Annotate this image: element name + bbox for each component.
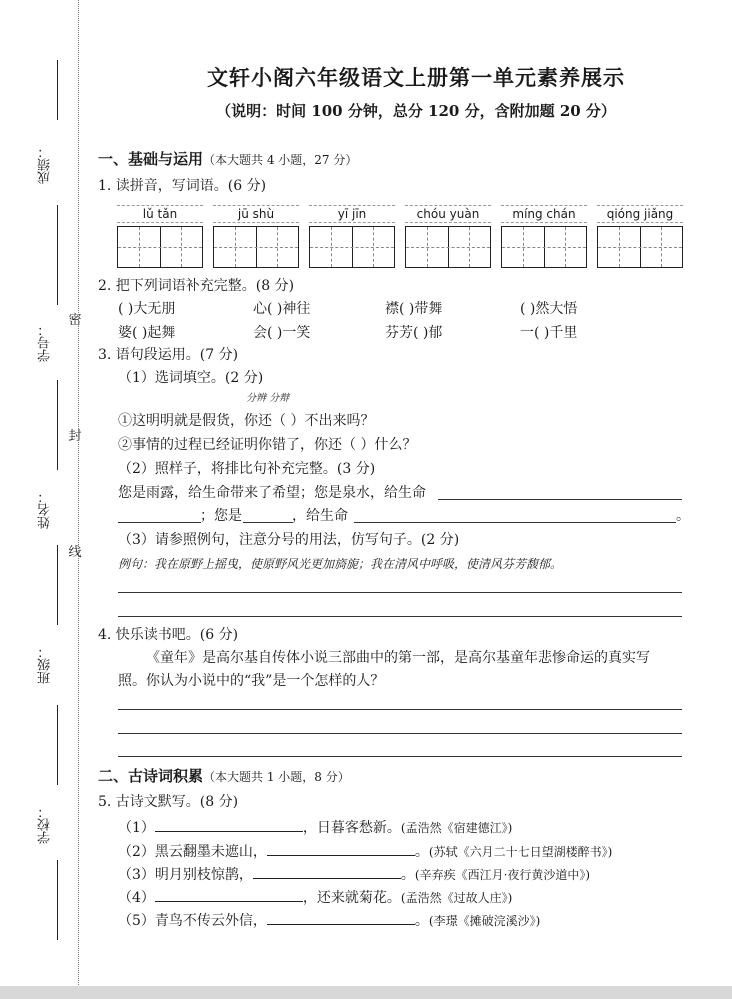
poem-prefix: （3）明月别枝惊鹊，	[118, 867, 253, 883]
poem-text: ，日暮客愁新。	[302, 820, 401, 836]
poem-text: 。	[414, 913, 429, 929]
question-5: 5. 古诗文默写。(8 分)	[98, 794, 239, 810]
idiom-blank[interactable]: 心( )神往	[253, 301, 311, 317]
question-3-3: （3）请参照例句，注意分号的用法，仿写句子。(2 分)	[118, 532, 460, 548]
writing-grid[interactable]	[309, 226, 395, 268]
poem-source: (孟浩然《过故人庄》)	[400, 891, 513, 905]
margin-line	[57, 860, 58, 940]
idiom-blank[interactable]: 芬芳( )郁	[385, 325, 443, 341]
section-1-heading	[98, 150, 357, 169]
poem-prefix: （2）黑云翻墨未遮山，	[118, 844, 267, 860]
school-label: 学校：	[38, 805, 53, 845]
binding-margin	[0, 0, 100, 999]
section-2-heading	[98, 767, 350, 786]
writing-grid[interactable]	[117, 226, 203, 268]
poem-line-3	[118, 864, 590, 884]
fill-sentence-2[interactable]: ②事情的过程已经证明你错了，你还（ ）什么？	[118, 437, 417, 453]
margin-line	[57, 60, 58, 120]
poem-blank[interactable]	[155, 887, 303, 902]
answer-line[interactable]	[118, 709, 682, 710]
poem-blank[interactable]	[253, 864, 401, 879]
student-id-label: 学号：	[38, 323, 53, 363]
pinyin-text: qióng jiǎng	[597, 205, 683, 223]
writing-grid[interactable]	[213, 226, 299, 268]
answer-line[interactable]	[118, 616, 682, 617]
writing-grid[interactable]	[597, 226, 683, 268]
page-bottom-edge	[0, 986, 732, 999]
writing-grid[interactable]	[501, 226, 587, 268]
poem-line-4	[118, 887, 512, 907]
poem-source: (辛弃疾《西江月·夜行黄沙道中》)	[414, 868, 591, 882]
answer-line[interactable]	[118, 756, 682, 757]
answer-line[interactable]	[438, 499, 682, 500]
idiom-blank[interactable]: 一( )千里	[520, 325, 578, 341]
poem-line-1	[118, 817, 512, 837]
pinyin-text: jū shù	[213, 205, 299, 223]
section-2-note: （本大题共 1 小题，8 分）	[203, 770, 350, 784]
parallel-sentence-mid: ；您是	[200, 508, 242, 524]
idiom-blank[interactable]: ( )然大悟	[520, 301, 578, 317]
question-3-2: （2）照样子，将排比句补充完整。(3 分)	[118, 461, 376, 477]
poem-source: (苏轼《六月二十七日望湖楼醉书》)	[428, 845, 613, 859]
class-label: 班级：	[38, 645, 53, 685]
answer-line[interactable]	[118, 522, 201, 523]
poem-blank[interactable]	[267, 910, 415, 925]
parallel-sentence-start: 您是雨露，给生命带来了希望；您是泉水，给生命	[118, 485, 426, 501]
parallel-sentence-mid2: ，给生命	[292, 508, 348, 524]
question-4: 4. 快乐读书吧。(6 分)	[98, 627, 239, 643]
question-1: 1. 读拼音，写词语。(6 分)	[98, 178, 267, 194]
seal-char-feng: 封	[68, 429, 82, 444]
poem-prefix: （1）	[118, 820, 155, 836]
margin-line	[57, 705, 58, 785]
idiom-blank[interactable]: 婆( )起舞	[118, 325, 176, 341]
idiom-blank[interactable]: 襟( )带舞	[385, 301, 443, 317]
answer-line[interactable]	[118, 733, 682, 734]
poem-text: 。	[400, 867, 415, 883]
pinyin-text: míng chán	[501, 205, 587, 223]
name-label: 姓名：	[38, 490, 53, 530]
margin-line	[57, 205, 58, 305]
word-choices: 分辨 分辩	[246, 393, 290, 404]
poem-line-2	[118, 841, 612, 861]
question-3: 3. 语句段运用。(7 分)	[98, 347, 239, 363]
page-subtitle: （说明：时间 100 分钟，总分 120 分，含附加题 20 分）	[216, 102, 616, 120]
pinyin-grid-row	[117, 205, 683, 267]
cut-line	[78, 0, 79, 999]
parallel-sentence-end: 。	[676, 508, 690, 524]
idiom-blank[interactable]: 会( )一笑	[253, 325, 311, 341]
example-sentence: 例句：我在原野上摇曳，使原野风光更加旖旎；我在清风中呼吸，使清风芬芳馥郁。	[118, 557, 563, 571]
page-title: 文轩小阁六年级语文上册第一单元素养展示	[207, 65, 625, 90]
answer-line[interactable]	[243, 522, 293, 523]
fill-sentence-1[interactable]: ①这明明就是假货，你还（ ）不出来吗？	[118, 413, 375, 429]
poem-line-5	[118, 910, 540, 930]
pinyin-text: lǔ tǎn	[117, 205, 203, 223]
pinyin-text: yī jīn	[309, 205, 395, 223]
poem-blank[interactable]	[155, 817, 303, 832]
question-2: 2. 把下列词语补充完整。(8 分)	[98, 278, 295, 294]
poem-prefix: （4）	[118, 890, 155, 906]
margin-line	[57, 545, 58, 625]
poem-prefix: （5）青鸟不传云外信，	[118, 913, 267, 929]
seal-char-xian: 线	[68, 545, 82, 560]
seal-char-mi: 密	[68, 313, 82, 328]
poem-text: ，还来就菊花。	[302, 890, 401, 906]
score-label: 成绩：	[38, 145, 53, 185]
section-1-note: （本大题共 4 小题，27 分）	[203, 153, 358, 167]
idiom-blank[interactable]: ( )大无朋	[118, 301, 176, 317]
section-2-title: 二、古诗词积累	[98, 767, 204, 785]
question-3-1: （1）选词填空。(2 分)	[118, 370, 264, 386]
reading-text-2: 照。你认为小说中的“我”是一个怎样的人？	[118, 673, 385, 689]
poem-blank[interactable]	[267, 841, 415, 856]
margin-line	[57, 380, 58, 470]
poem-source: (李璟《摊破浣溪沙》)	[428, 914, 541, 928]
answer-line[interactable]	[118, 592, 682, 593]
pinyin-text: chóu yuàn	[405, 205, 491, 223]
writing-grid[interactable]	[405, 226, 491, 268]
section-1-title: 一、基础与运用	[98, 150, 204, 168]
reading-text-1: 《童年》是高尔基自传体小说三部曲中的第一部，是高尔基童年悲惨命运的真实写	[146, 650, 650, 666]
poem-text: 。	[414, 844, 429, 860]
answer-line[interactable]	[354, 522, 676, 523]
poem-source: (孟浩然《宿建德江》)	[400, 821, 513, 835]
